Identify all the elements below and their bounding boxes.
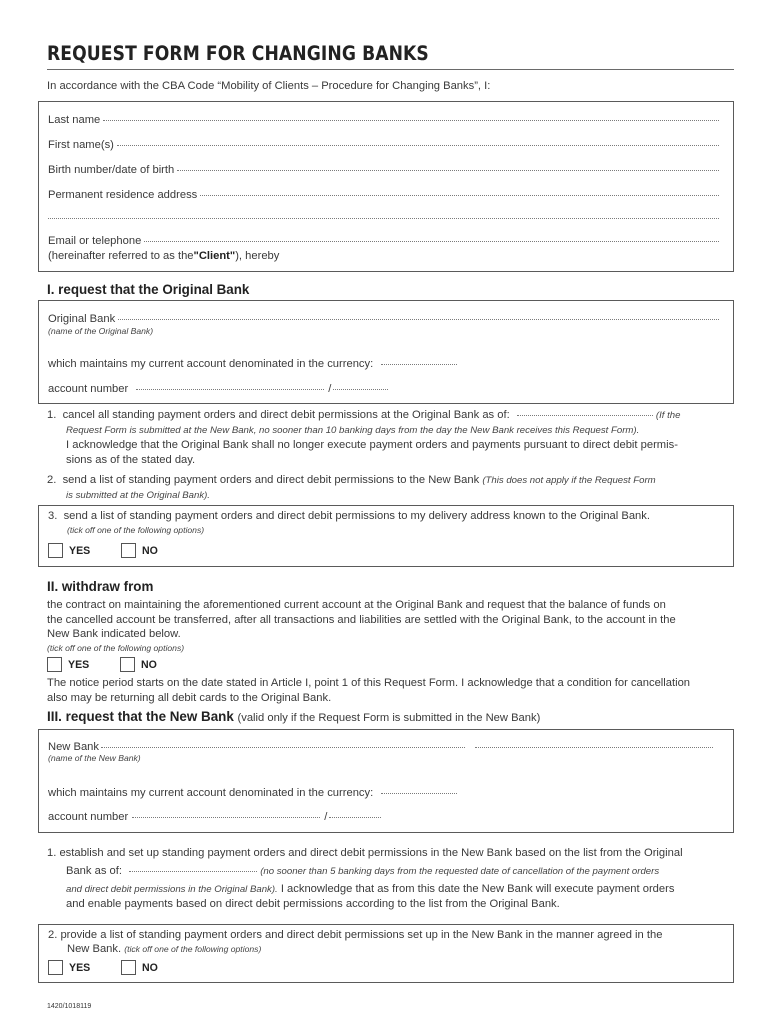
birth-field[interactable] xyxy=(48,164,719,176)
section-3-item-2-box xyxy=(38,924,734,983)
section-3-item-2: 2. provide a list of standing payment orders and direct debit permissions set up in the New Bank in the manner agreed in the New Bank. (tick off one of the following options) xyxy=(48,929,663,955)
section-1-item-2: 2. send a list of standing payment orders and direct debit permissions to the New Bank (This does not apply if the Request Form is submitted at the Original Bank). xyxy=(47,474,656,501)
section-3-item-1: 1. establish and set up standing payment orders and direct debit permissions in the New Bank based on the list from the Original Bank as of: (no sooner than 5 banking days from the requested date of cancellation of the payment orders and direct debit permissions in the Original Bank). I acknowledge that as from this date the New Bank will execute payment orders and enable payments based on direct debit permissions according to the list from the Original Bank. xyxy=(47,847,683,910)
original-account-field[interactable]: account number / xyxy=(48,383,388,395)
birth-label: Birth number/date of birth xyxy=(48,164,175,176)
address-field[interactable] xyxy=(48,189,719,201)
section-3-no-option[interactable]: NO xyxy=(121,960,158,975)
last-name-field[interactable] xyxy=(48,114,719,126)
item-3-yes-option[interactable]: YES xyxy=(48,543,90,558)
form-code: 1420/1018119 xyxy=(47,1003,92,1010)
section-1-item-1: 1. cancel all standing payment orders and direct debit permissions at the Original Bank as of: (If the Request Form is submitted at the New Bank, no sooner than 10 banking days from the day the New Bank receives this Request Form). I acknowledge that the Original Bank shall no longer execute payment orders and payments pursuant to direct debit permis- sions as of the stated day. xyxy=(47,409,681,466)
original-bank-note: (name of the Original Bank) xyxy=(48,326,154,336)
new-bank-field[interactable] xyxy=(48,741,713,753)
section-3-heading: III. request that the New Bank (valid only if the Request Form is submitted in the New Bank) xyxy=(47,709,541,724)
section-2-paragraph: the contract on maintaining the aforementioned current account at the Original Bank and request that the balance of funds on the cancelled account be transferred, after all transactions and liabilities are settled with the Original Bank, to the account in the New Bank indicated below. (tick off one of the following options) xyxy=(47,599,676,653)
address-field-line-2[interactable] xyxy=(48,212,719,224)
client-term: "Client" xyxy=(193,250,236,262)
item-3-no-checkbox[interactable] xyxy=(121,543,136,558)
section-1-item-3: 3. send a list of standing payment orders and direct debit permissions to my delivery address known to the Original Bank. xyxy=(48,510,650,522)
original-bank-box xyxy=(38,300,734,404)
original-currency-field[interactable] xyxy=(48,358,457,370)
original-bank-label: Original Bank xyxy=(48,313,116,325)
new-bank-note: (name of the New Bank) xyxy=(48,753,141,763)
original-bank-field[interactable] xyxy=(48,313,719,325)
email-field[interactable] xyxy=(48,235,719,247)
notice-period-text: The notice period starts on the date stated in Article I, point 1 of this Request Form. I acknowledge that a condition for cancellation also may be returning all debit cards to the Original Bank. xyxy=(47,677,691,704)
title-rule xyxy=(47,69,734,70)
original-currency-label: which maintains my current account denominated in the currency: xyxy=(48,358,374,370)
new-bank-box xyxy=(38,729,734,833)
section-3-yes-checkbox[interactable] xyxy=(48,960,63,975)
intro-text: In accordance with the CBA Code “Mobility of Clients – Procedure for Changing Banks”, I: xyxy=(47,80,491,92)
section-2-yes-checkbox[interactable] xyxy=(47,657,62,672)
email-label: Email or telephone xyxy=(48,235,142,247)
first-name-field[interactable] xyxy=(48,139,719,151)
page-title: REQUEST FORM FOR CHANGING BANKS xyxy=(47,42,429,65)
section-3-yes-option[interactable]: YES xyxy=(48,960,90,975)
section-2-yes-option[interactable]: YES xyxy=(47,657,89,672)
new-bank-label: New Bank xyxy=(48,741,99,753)
section-3-heading-note: (valid only if the Request Form is submitted in the New Bank) xyxy=(237,712,541,724)
hereinafter-text: (hereinafter referred to as the "Client" ), hereby xyxy=(48,250,280,262)
new-currency-label: which maintains my current account denominated in the currency: xyxy=(48,787,374,799)
address-label: Permanent residence address xyxy=(48,189,198,201)
section-3-no-checkbox[interactable] xyxy=(121,960,136,975)
original-account-label: account number xyxy=(48,383,129,395)
client-details-box xyxy=(38,101,734,272)
section-2-no-checkbox[interactable] xyxy=(120,657,135,672)
item-3-yes-checkbox[interactable] xyxy=(48,543,63,558)
section-1-heading: I. request that the Original Bank xyxy=(47,282,250,297)
section-2-no-option[interactable]: NO xyxy=(120,657,157,672)
item-3-note: (tick off one of the following options) xyxy=(67,525,205,535)
new-account-field[interactable]: account number / xyxy=(48,811,381,823)
first-name-label: First name(s) xyxy=(48,139,114,151)
new-account-label: account number xyxy=(48,811,129,823)
new-currency-field[interactable] xyxy=(48,787,457,799)
item-3-no-option[interactable]: NO xyxy=(121,543,158,558)
section-2-heading: II. withdraw from xyxy=(47,579,154,594)
section-1-item-3-box xyxy=(38,505,734,567)
last-name-label: Last name xyxy=(48,114,101,126)
